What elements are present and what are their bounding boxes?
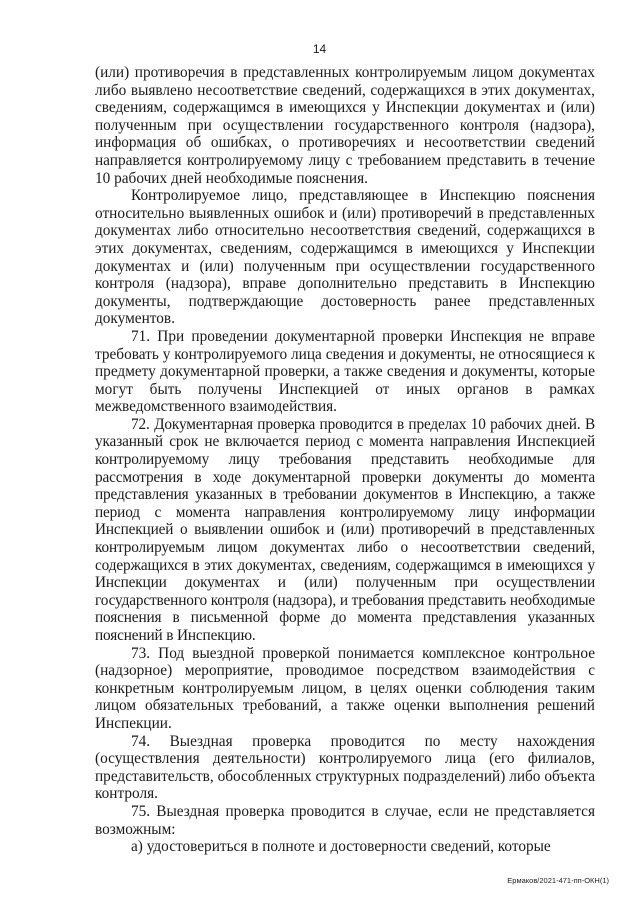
paragraph-74: 74. Выездная проверка проводится по месту нахождения (осуществления деятельности) контролируемого лица (его филиалов, представительств, обособленных структурных подразделений) либо объекта контроля. <box>95 732 595 803</box>
paragraph-73: 73. Под выездной проверкой понимается комплексное контрольное (надзорное) мероприятие, проводимое посредством взаимодействия с конкретным контролируемым лицом, в целях оценки соблюдения таким лицом обязательных требований, а также оценки выполнения решений Инспекции. <box>95 644 595 732</box>
paragraph-75: 75. Выездная проверка проводится в случае, если не представляется возможным: <box>95 802 595 838</box>
document-footer-code: Ермаков/2021-471-пп-ОКН(1) <box>507 876 609 885</box>
paragraph-explanations: Контролируемое лицо, представляющее в Инспекцию пояснения относительно выявленных ошибок и (или) противоречий в представленных документах либо относительно несоответствия сведений, содержащихся в этих документах, сведениям, содержащимся в имеющихся у Инспекции документах и (или) полученным при осуществлении государственного контроля (надзора), вправе дополнительно представить в Инспекцию документы, подтверждающие достоверность ранее представленных документов. <box>95 187 595 328</box>
paragraph-75-a: а) удостовериться в полноте и достоверности сведений, которые <box>131 838 551 856</box>
paragraph-72: 72. Документарная проверка проводится в пределах 10 рабочих дней. В указанный срок не включается период с момента направления Инспекцией контролируемому лицу требования представить необходимые для рассмотрения в ходе документарной проверки документы до момента представления указанных в требовании документов в Инспекцию, а также период с момента направления контролируемому лицу информации Инспекцией о выявлении ошибок и (или) противоречий в представленных контролируемым лицом документах либо о несоответствии сведений, содержащихся в этих документах, сведениям, содержащимся в имеющихся у Инспекции документах и (или) полученным при осуществлении государственного контроля (надзора), и требования представить необходимые пояснения в письменной форме до момента представления указанных пояснений в Инспекцию. <box>95 415 595 644</box>
paragraph-71: 71. При проведении документарной проверки Инспекция не вправе требовать у контролируемого лица сведения и документы, не относящиеся к предмету документарной проверки, а также сведения и документы, которые могут быть получены Инспекцией от иных органов в рамках межведомственного взаимодействия. <box>95 327 595 416</box>
page-number: 14 <box>312 42 327 56</box>
document-body <box>95 64 595 856</box>
paragraph-continuation: (или) противоречия в представленных контролируемым лицом документах либо выявлено несоответствие сведений, содержащихся в этих документах, сведениям, содержащимся в имеющихся у Инспекции документах и (или) полученным при осуществлении государственного контроля (надзора), информация об ошибках, о противоречиях и несоответствии сведений направляется контролируемому лицу с требованием представить в течение 10 рабочих дней необходимые пояснения. <box>95 64 595 187</box>
